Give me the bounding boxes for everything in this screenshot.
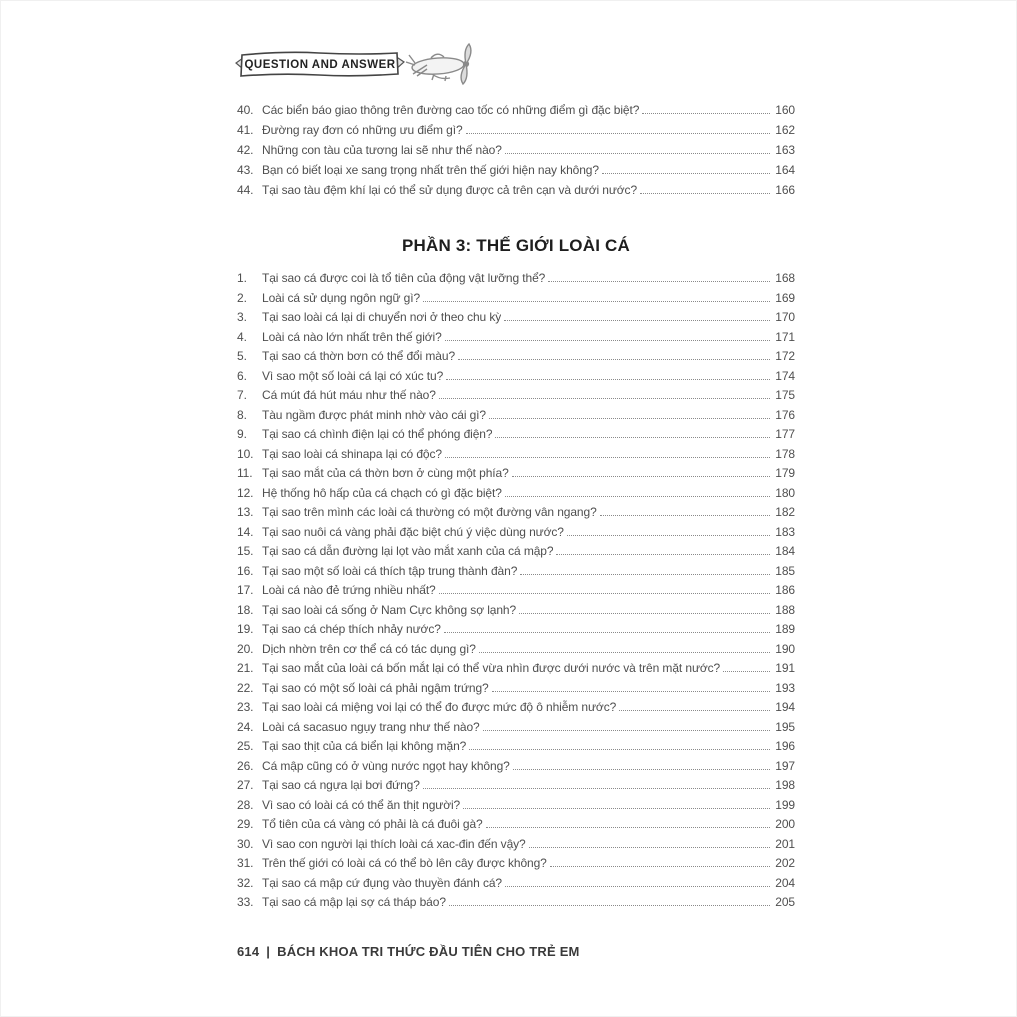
toc-entry-page: 168 (775, 271, 795, 285)
toc-entry-page: 171 (775, 329, 795, 344)
toc-entry (237, 698, 795, 718)
toc-entry-page: 204 (775, 875, 795, 890)
toc-entry (237, 679, 795, 699)
toc-entry-number: 29. (237, 817, 254, 831)
toc-entry-number: 13. (237, 505, 254, 519)
toc-entry-title: Những con tàu của tương lai sẽ như thế nào? (262, 143, 502, 157)
dotted-leader (548, 281, 770, 282)
toc-entry (237, 425, 795, 445)
toc-entry-title: Cá mập cũng có ở vùng nước ngọt hay không? (262, 758, 510, 773)
toc-entry-page: 200 (775, 817, 795, 831)
toc-entry-page: 185 (775, 563, 795, 578)
toc-entry (237, 308, 795, 328)
toc-entry-number: 27. (237, 778, 254, 792)
dotted-leader (445, 340, 770, 341)
toc-entry-number: 44. (237, 183, 254, 197)
toc-entry (237, 120, 795, 140)
toc-entry (237, 581, 795, 601)
toc-entry (237, 160, 795, 180)
toc-entry (237, 854, 795, 874)
toc-entry-page: 198 (775, 778, 795, 792)
toc-entry (237, 100, 795, 120)
toc-entry-title: Hệ thống hô hấp của cá chạch có gì đặc biệt? (262, 485, 502, 500)
dotted-leader (529, 847, 770, 848)
toc-entry-title: Loài cá nào đẻ trứng nhiều nhất? (262, 583, 436, 597)
toc-entry-number: 19. (237, 622, 254, 636)
toc-entry-title: Tại sao thịt của cá biển lại không mặn? (262, 739, 467, 753)
toc-entry-page: 175 (775, 388, 795, 402)
toc-entry (237, 347, 795, 367)
toc-entry-number: 26. (237, 758, 254, 773)
toc-entry-title: Vì sao con người lại thích loài cá xac-đin đến vậy? (262, 836, 526, 851)
dotted-leader (483, 730, 770, 731)
toc-part3-list (237, 269, 795, 913)
dotted-leader (619, 710, 770, 711)
dotted-leader (423, 301, 770, 302)
toc-entry-number: 28. (237, 797, 254, 812)
toc-entry-title: Tại sao mắt của loài cá bốn mắt lại có thể vừa nhìn được dưới nước và trên mặt nước? (262, 661, 721, 675)
dotted-leader (505, 153, 770, 154)
toc-entry-page: 202 (775, 856, 795, 870)
toc-entry-title: Trên thế giới có loài cá có thể bò lên cây được không? (262, 856, 547, 870)
toc-entry-page: 184 (775, 544, 795, 558)
toc-entry-number: 4. (237, 329, 247, 344)
toc-entry-page: 172 (775, 349, 795, 363)
footer-book-title: BÁCH KHOA TRI THỨC ĐẦU TIÊN CHO TRẺ EM (277, 944, 580, 959)
dotted-leader (423, 788, 770, 789)
toc-entry-page: 183 (775, 524, 795, 539)
toc-entry-title: Tại sao loài cá sống ở Nam Cực không sợ lạnh? (262, 602, 517, 617)
dotted-leader (513, 769, 770, 770)
toc-entry-page: 190 (775, 641, 795, 656)
dotted-leader (556, 554, 770, 555)
toc-entry (237, 601, 795, 621)
toc-entry-number: 30. (237, 836, 254, 851)
toc-entry-page: 162 (775, 123, 795, 137)
dotted-leader (489, 418, 770, 419)
footer-page-number: 614 (237, 944, 260, 959)
toc-entry-title: Tại sao cá được coi là tổ tiên của động vật lưỡng thể? (262, 271, 546, 285)
toc-entry-page: 174 (775, 368, 795, 383)
dotted-leader (445, 457, 770, 458)
toc-entry (237, 893, 795, 913)
toc-entry-title: Tổ tiên của cá vàng có phải là cá đuôi gà? (262, 817, 483, 831)
toc-entry-title: Tại sao loài cá miệng voi lại có thể đo được mức độ ô nhiễm nước? (262, 700, 617, 714)
toc-entry-number: 41. (237, 123, 254, 137)
toc-entry-title: Tàu ngầm được phát minh nhờ vào cái gì? (262, 407, 486, 422)
toc-entry (237, 445, 795, 465)
toc-entry-page: 197 (775, 758, 795, 773)
toc-entry-title: Tại sao cá ngựa lại bơi đứng? (262, 778, 420, 792)
toc-entry-number: 21. (237, 661, 254, 675)
toc-entry-page: 186 (775, 583, 795, 597)
toc-entry-number: 43. (237, 163, 254, 177)
toc-entry-page: 180 (775, 485, 795, 500)
toc-entry-number: 23. (237, 700, 254, 714)
toc-entry (237, 796, 795, 816)
dotted-leader (602, 173, 770, 174)
toc-entry-number: 32. (237, 875, 254, 890)
toc-entry-page: 164 (775, 163, 795, 177)
dotted-leader (463, 808, 770, 809)
dotted-leader (439, 593, 770, 594)
dotted-leader (567, 535, 770, 536)
toc-entry-title: Bạn có biết loại xe sang trọng nhất trên thế giới hiện nay không? (262, 163, 599, 177)
toc-entry-number: 11. (237, 466, 253, 480)
toc-entry-number: 20. (237, 641, 254, 656)
toc-entry (237, 386, 795, 406)
toc-entry-title: Các biển báo giao thông trên đường cao tốc có những điểm gì đặc biệt? (262, 103, 640, 117)
toc-entry-page: 170 (775, 310, 795, 324)
toc-entry-page: 201 (775, 836, 795, 851)
dotted-leader (512, 476, 770, 477)
toc-entry-number: 16. (237, 563, 254, 578)
toc-entry-page: 191 (775, 661, 795, 675)
toc-entry-page: 176 (775, 407, 795, 422)
footer-separator: | (266, 944, 271, 959)
toc-entry-page: 199 (775, 797, 795, 812)
toc-entry (237, 367, 795, 387)
toc-entry-title: Tại sao cá mập lại sợ cá tháp báo? (262, 895, 446, 909)
toc-entry (237, 464, 795, 484)
dotted-leader (642, 113, 770, 114)
toc-entry-page: 205 (775, 895, 795, 909)
toc-entry-number: 40. (237, 103, 254, 117)
dotted-leader (444, 632, 770, 633)
toc-entry (237, 523, 795, 543)
dotted-leader (446, 379, 770, 380)
toc-entry (237, 542, 795, 562)
toc-entry-page: 196 (775, 739, 795, 753)
toc-entry-number: 1. (237, 271, 247, 285)
dotted-leader (492, 691, 770, 692)
dotted-leader (469, 749, 770, 750)
toc-entry (237, 140, 795, 160)
section-heading: PHẦN 3: THẾ GIỚI LOÀI CÁ (401, 236, 631, 255)
dotted-leader (449, 905, 770, 906)
dotted-leader (723, 671, 770, 672)
toc-entry-page: 166 (775, 183, 795, 197)
dotted-leader (479, 652, 770, 653)
toc-entry-number: 31. (237, 856, 254, 870)
toc-entry-number: 6. (237, 368, 247, 383)
toc-entry (237, 718, 795, 738)
toc-entry-number: 2. (237, 290, 247, 305)
toc-entry-title: Tại sao cá dẫn đường lại lọt vào mắt xanh của cá mập? (262, 544, 554, 558)
toc-entry-page: 193 (775, 680, 795, 695)
dotted-leader (505, 886, 770, 887)
toc-entry (237, 328, 795, 348)
toc-entry (237, 835, 795, 855)
toc-entry-title: Loài cá nào lớn nhất trên thế giới? (262, 329, 442, 344)
toc-entry-title: Vì sao một số loài cá lại có xúc tu? (262, 368, 444, 383)
toc-entry-title: Loài cá sacasuo ngụy trang như thế nào? (262, 719, 480, 734)
toc-entry (237, 406, 795, 426)
toc-entry-number: 14. (237, 524, 254, 539)
question-answer-logo (237, 36, 795, 94)
toc-entry-number: 33. (237, 895, 254, 909)
toc-entry-number: 42. (237, 143, 254, 157)
toc-previous-section (237, 100, 795, 200)
toc-entry-page: 177 (775, 427, 795, 441)
toc-entry-title: Tại sao có một số loài cá phải ngậm trứng? (262, 680, 489, 695)
toc-entry (237, 640, 795, 660)
toc-entry-title: Tại sao trên mình các loài cá thường có một đường vân ngang? (262, 505, 597, 519)
toc-entry-page: 195 (775, 719, 795, 734)
toc-entry (237, 484, 795, 504)
dotted-leader (486, 827, 770, 828)
toc-entry-number: 9. (237, 427, 247, 441)
toc-entry-number: 3. (237, 310, 247, 324)
toc-entry (237, 269, 795, 289)
toc-entry-page: 189 (775, 622, 795, 636)
toc-entry (237, 757, 795, 777)
toc-entry-title: Tại sao một số loài cá thích tập trung thành đàn? (262, 563, 518, 578)
toc-entry-number: 22. (237, 680, 254, 695)
toc-entry-number: 5. (237, 349, 247, 363)
toc-entry-number: 10. (237, 446, 254, 461)
dotted-leader (640, 193, 770, 194)
dotted-leader (458, 359, 770, 360)
dotted-leader (495, 437, 770, 438)
toc-entry-number: 24. (237, 719, 254, 734)
page-footer (237, 944, 580, 959)
toc-entry-page: 160 (775, 103, 795, 117)
toc-entry-title: Tại sao loài cá lại di chuyển nơi ở theo chu kỳ (262, 310, 502, 324)
dotted-leader (550, 866, 770, 867)
toc-entry-title: Tại sao mắt của cá thờn bơn ở cùng một phía? (262, 466, 509, 480)
toc-entry-title: Đường ray đơn có những ưu điểm gì? (262, 123, 463, 137)
dotted-leader (466, 133, 770, 134)
toc-entry-number: 18. (237, 602, 254, 617)
dotted-leader (519, 613, 770, 614)
toc-entry-page: 188 (775, 602, 795, 617)
toc-entry-title: Tại sao cá thờn bơn có thể đổi màu? (262, 349, 456, 363)
toc-entry-page: 182 (775, 505, 795, 519)
toc-entry-title: Tại sao nuôi cá vàng phải đặc biệt chú ý việc dùng nước? (262, 524, 564, 539)
dotted-leader (505, 496, 770, 497)
toc-entry-title: Vì sao có loài cá có thể ăn thịt người? (262, 797, 461, 812)
toc-entry-page: 169 (775, 290, 795, 305)
toc-entry-title: Tại sao cá chình điện lại có thể phóng điện? (262, 427, 493, 441)
toc-entry (237, 620, 795, 640)
toc-entry-title: Loài cá sử dụng ngôn ngữ gì? (262, 290, 421, 305)
toc-entry-page: 194 (775, 700, 795, 714)
toc-entry-number: 7. (237, 388, 247, 402)
toc-entry-page: 163 (775, 143, 795, 157)
toc-entry-title: Dịch nhờn trên cơ thể cá có tác dụng gì? (262, 641, 476, 656)
toc-entry-title: Tại sao cá mập cứ đụng vào thuyền đánh cá? (262, 875, 502, 890)
toc-entry-number: 15. (237, 544, 254, 558)
toc-entry (237, 737, 795, 757)
logo-label: QUESTION AND ANSWER (244, 59, 396, 71)
ribbon-plane-icon (235, 36, 485, 96)
dotted-leader (520, 574, 770, 575)
toc-entry-number: 12. (237, 485, 254, 500)
toc-entry (237, 180, 795, 200)
toc-entry-title: Tại sao cá chép thích nhảy nước? (262, 622, 441, 636)
toc-entry (237, 503, 795, 523)
toc-entry-title: Tại sao tàu đệm khí lại có thể sử dụng được cả trên cạn và dưới nước? (262, 183, 638, 197)
toc-entry (237, 874, 795, 894)
plane-doodle-icon (406, 44, 471, 84)
toc-entry (237, 776, 795, 796)
dotted-leader (439, 398, 770, 399)
toc-entry-number: 8. (237, 407, 247, 422)
toc-entry-title: Tại sao loài cá shinapa lại có độc? (262, 446, 442, 461)
toc-entry-page: 179 (775, 466, 795, 480)
toc-entry-title: Cá mút đá hút máu như thế nào? (262, 388, 436, 402)
toc-entry (237, 289, 795, 309)
toc-entry (237, 815, 795, 835)
toc-entry-number: 17. (237, 583, 254, 597)
dotted-leader (600, 515, 770, 516)
toc-entry-number: 25. (237, 739, 254, 753)
toc-entry (237, 562, 795, 582)
dotted-leader (504, 320, 770, 321)
toc-entry (237, 659, 795, 679)
toc-entry-page: 178 (775, 446, 795, 461)
